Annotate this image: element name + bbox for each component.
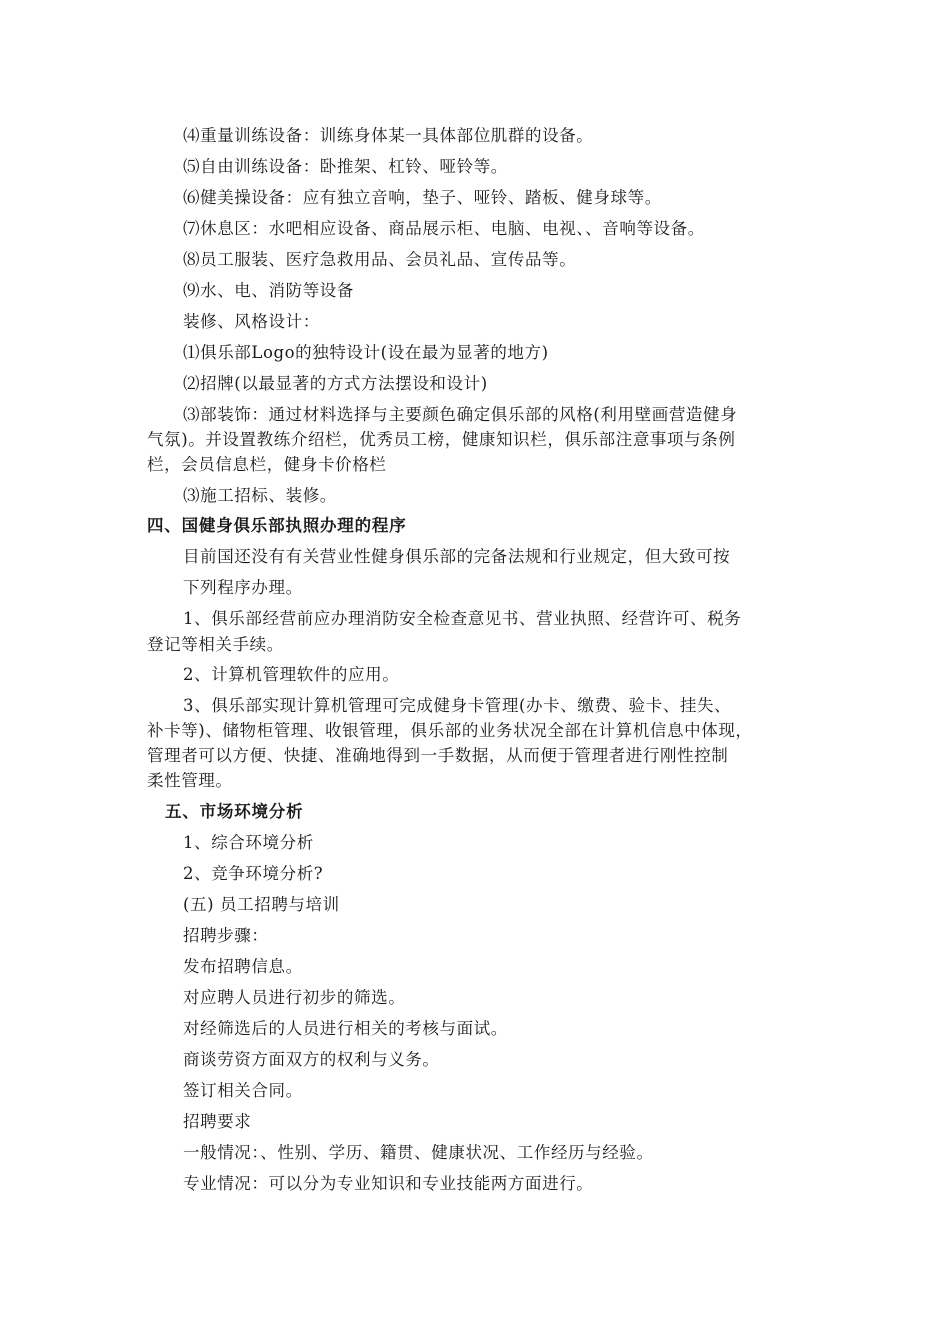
text-line: (五) 员工招聘与培训 — [183, 895, 340, 914]
text-line: 柔性管理。 — [147, 771, 233, 790]
text-line: ⑴俱乐部Logo的独特设计(设在最为显著的地方) — [183, 343, 549, 362]
text-line: 专业情况：可以分为专业知识和专业技能两方面进行。 — [183, 1174, 594, 1193]
text-line: 目前国还没有有关营业性健身俱乐部的完备法规和行业规定，但大致可按 — [183, 547, 731, 566]
section-heading: 四、国健身俱乐部执照办理的程序 — [147, 516, 407, 535]
text-line: ⑼水、电、消防等设备 — [183, 281, 354, 300]
section-heading: 五、市场环境分析 — [165, 802, 304, 821]
text-line: ⑵招牌(以最显著的方式方法摆设和设计) — [183, 374, 488, 393]
text-line: ⑶施工招标、装修。 — [183, 486, 337, 505]
text-line: 2、竞争环境分析? — [183, 864, 324, 883]
text-line: ⑺休息区：水吧相应设备、商品展示柜、电脑、电视、、音响等设备。 — [183, 219, 705, 238]
text-line: 商谈劳资方面双方的权利与义务。 — [183, 1050, 440, 1069]
text-line: 登记等相关手续。 — [147, 635, 284, 654]
text-line: 1、综合环境分析 — [183, 833, 314, 852]
text-line: 装修、风格设计： — [183, 312, 320, 331]
text-line: 补卡等)、储物柜管理、收银管理，俱乐部的业务状况全部在计算机信息中体现， — [147, 721, 753, 740]
text-line: 招聘要求 — [183, 1112, 252, 1131]
text-line: 发布招聘信息。 — [183, 957, 303, 976]
text-line: 2、计算机管理软件的应用。 — [183, 665, 400, 684]
text-line: 对经筛选后的人员进行相关的考核与面试。 — [183, 1019, 508, 1038]
text-line: 1、俱乐部经营前应办理消防安全检查意见书、营业执照、经营许可、税务 — [183, 609, 742, 628]
text-line: ⑷重量训练设备：训练身体某一具体部位肌群的设备。 — [183, 126, 594, 145]
text-line: ⑶部装饰：通过材料选择与主要颜色确定俱乐部的风格(利用壁画营造健身 — [183, 405, 738, 424]
text-line: ⑸自由训练设备：卧推架、杠铃、哑铃等。 — [183, 157, 508, 176]
text-line: 3、俱乐部实现计算机管理可完成健身卡管理(办卡、缴费、验卡、挂失、 — [183, 696, 732, 715]
text-line: ⑹健美操设备：应有独立音响，垫子、哑铃、踏板、健身球等。 — [183, 188, 662, 207]
text-line: 栏，会员信息栏，健身卡价格栏 — [147, 455, 387, 474]
text-line: 招聘步骤： — [183, 926, 269, 945]
text-line: 气氛)。并设置教练介绍栏，优秀员工榜，健康知识栏，俱乐部注意事项与条例 — [147, 430, 736, 449]
text-line: 下列程序办理。 — [183, 578, 303, 597]
text-line: 签订相关合同。 — [183, 1081, 303, 1100]
text-line: ⑻员工服装、医疗急救用品、会员礼品、宣传品等。 — [183, 250, 577, 269]
text-line: 一般情况：、性别、学历、籍贯、健康状况、工作经历与经验。 — [183, 1143, 654, 1162]
text-line: 对应聘人员进行初步的筛选。 — [183, 988, 406, 1007]
text-line: 管理者可以方便、快捷、准确地得到一手数据，从而便于管理者进行刚性控制 — [147, 746, 729, 765]
